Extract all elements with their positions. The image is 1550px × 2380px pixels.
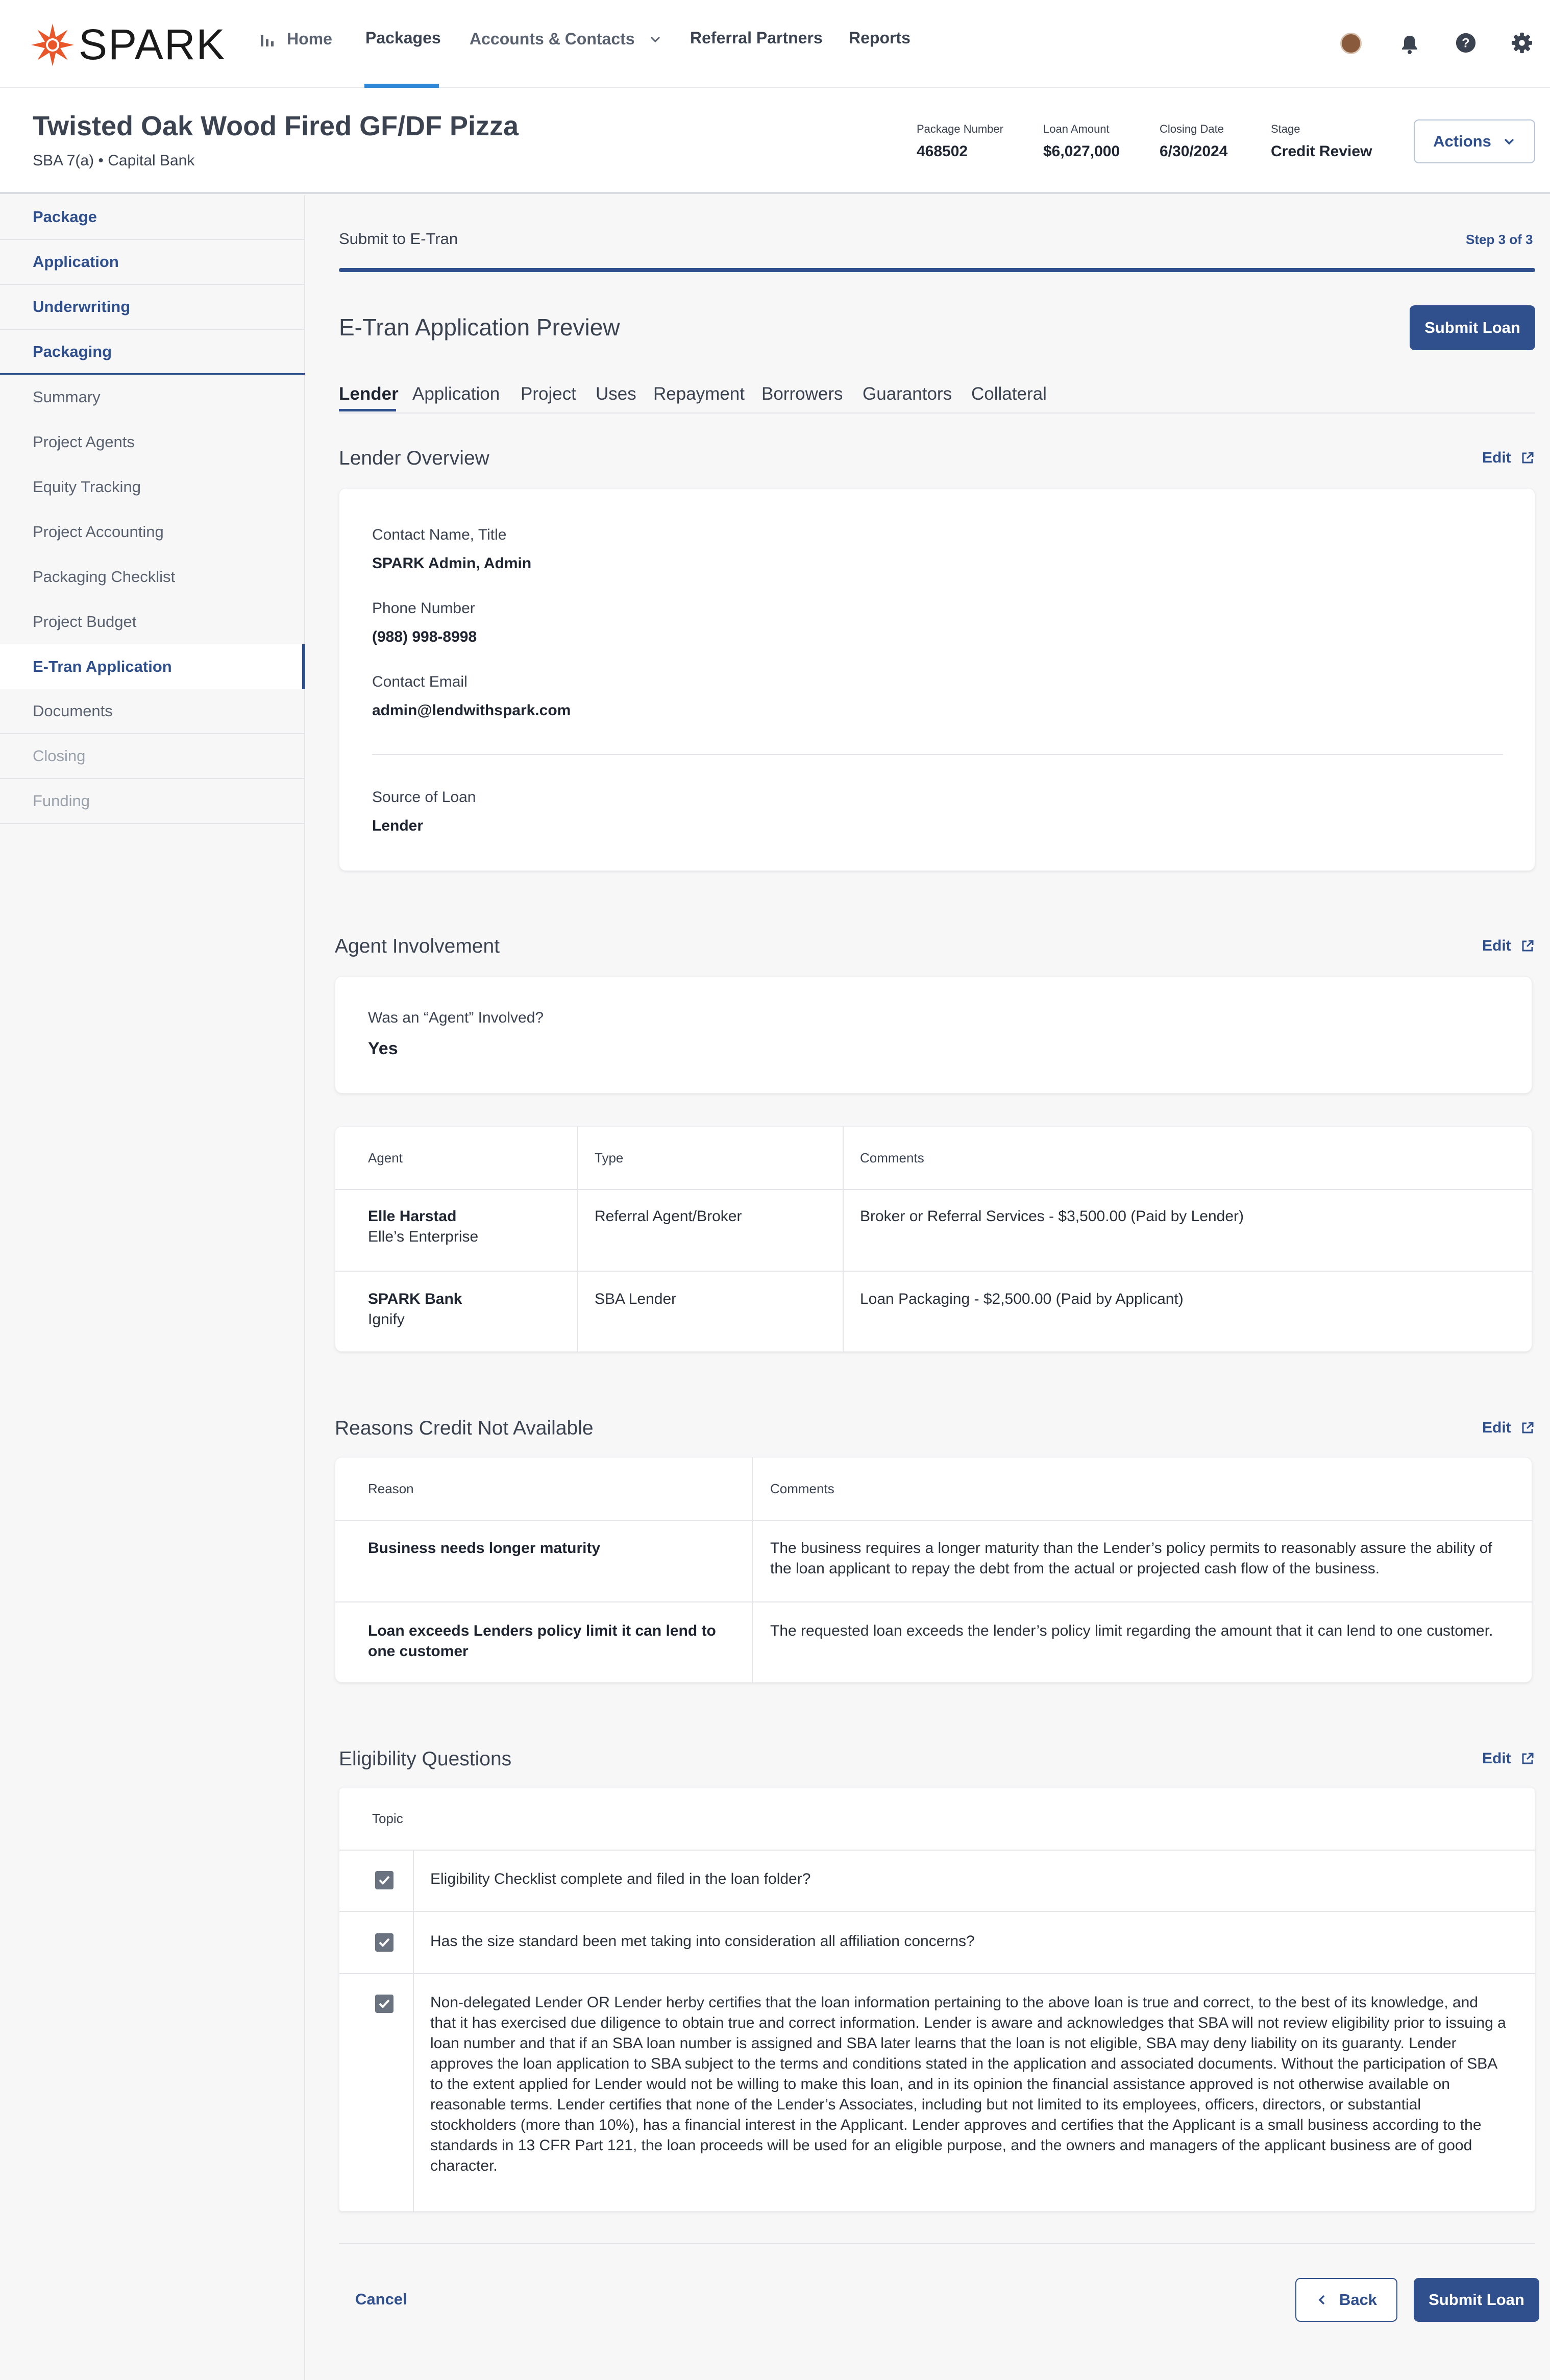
column-header: Comments	[770, 1481, 834, 1496]
agents-table	[335, 1126, 1532, 1352]
preview-title: E-Tran Application Preview	[339, 314, 620, 341]
loan-amount: $6,027,000	[1043, 143, 1120, 160]
meta-label: Loan Amount	[1043, 123, 1110, 135]
row-divider	[335, 1520, 1533, 1521]
sidebar-item-packaging-checklist[interactable]: Packaging Checklist	[33, 568, 176, 586]
meta-label: Closing Date	[1160, 123, 1224, 135]
nav-referral-partners[interactable]	[690, 29, 823, 47]
contact-email-value: admin@lendwithspark.com	[372, 702, 571, 719]
sidebar-item-etran-application[interactable]: E-Tran Application	[0, 644, 305, 689]
edit-label: Edit	[1482, 1419, 1511, 1436]
edit-agent-link[interactable]	[1482, 937, 1535, 955]
sidebar	[0, 195, 305, 2380]
agent-question: Was an “Agent” Involved?	[368, 1009, 544, 1026]
nav-packages-label: Packages	[365, 29, 441, 47]
agent-comments: Broker or Referral Services - $3,500.00 (Paid by Lender)	[860, 1208, 1244, 1225]
sidebar-item-closing[interactable]: Closing	[0, 734, 305, 779]
avatar[interactable]	[1340, 33, 1362, 54]
nav-home[interactable]	[259, 30, 332, 48]
nav-referral-label: Referral Partners	[690, 29, 823, 47]
field-label: Contact Name, Title	[372, 526, 507, 543]
package-header	[0, 88, 1550, 194]
nav-active-indicator	[364, 84, 439, 88]
row-divider	[339, 1850, 1536, 1851]
row-divider	[335, 1601, 1533, 1602]
stepper-progress-bar	[339, 268, 1535, 272]
section-title-lender-overview: Lender Overview	[339, 447, 489, 469]
tab-repayment[interactable]: Repayment	[653, 384, 745, 404]
nav-accounts-label: Accounts & Contacts	[470, 30, 635, 48]
phone-number-value: (988) 998-8998	[372, 628, 477, 645]
checkmark-icon	[377, 1997, 391, 2011]
column-header: Agent	[368, 1150, 403, 1165]
edit-reasons-link[interactable]	[1482, 1419, 1535, 1437]
svg-text:?: ?	[1462, 36, 1470, 51]
edit-label: Edit	[1482, 937, 1511, 954]
field-divider	[372, 754, 1503, 755]
gear-icon[interactable]	[1511, 32, 1533, 54]
tab-collateral[interactable]: Collateral	[971, 384, 1047, 404]
row-divider	[339, 1973, 1536, 1974]
tab-lender[interactable]: Lender	[339, 384, 399, 404]
help-icon[interactable]	[1455, 32, 1477, 54]
agent-name: Elle Harstad	[368, 1208, 457, 1225]
agent-involved-card	[335, 976, 1532, 1094]
stage: Credit Review	[1271, 143, 1372, 160]
eligibility-certification: Non-delegated Lender OR Lender herby certifies that the loan information pertaining to the above loan is true and correct, to the best of its knowledge, and that it has exercised due diligence to obtain true and correct information. Lender is aware and acknowledges that SBA will not review eligibility prior to issuing a loan number and that if an SBA loan number is assigned and SBA later learns that the loan is not eligible, SBA may deny liability on its guaranty. Lender approves the loan application to SBA subject to the terms and conditions stated in the application and associated documents. Without the participation of SBA to the extent applied for Lender would not be willing to make this loan, and in its opinion the financial assistance approved is not otherwise available on reasonable terms. Lender certifies that none of the Lender’s Associates, including but not limited to its employees, officers, directors, or substantial stockholders (more than 10%), has a financial interest in the Applicant. Lender approves and certifies that the Applicant is a small business according to the standards in 13 CFR Part 121, the loan proceeds will be used for an eligible purpose, and the owners and managers of the applicant business are of good character.	[430, 1994, 1506, 2174]
sidebar-item-application[interactable]: Application	[0, 240, 305, 285]
edit-label: Edit	[1482, 1750, 1511, 1767]
agent-company: Elle’s Enterprise	[368, 1228, 479, 1245]
agent-comments: Loan Packaging - $2,500.00 (Paid by Applicant)	[860, 1291, 1184, 1307]
eligibility-question: Has the size standard been met taking into consideration all affiliation concerns?	[430, 1933, 975, 1950]
actions-label: Actions	[1433, 132, 1491, 150]
eligibility-checkbox[interactable]	[375, 1995, 393, 2013]
nav-reports-label: Reports	[849, 29, 911, 47]
meta-label: Stage	[1271, 123, 1300, 135]
tab-active-indicator	[339, 409, 396, 411]
reason-text: Business needs longer maturity	[368, 1540, 601, 1557]
source-of-loan-value: Lender	[372, 817, 424, 834]
section-title-agent-involvement: Agent Involvement	[335, 935, 500, 957]
column-header: Type	[595, 1150, 624, 1165]
package-number: 468502	[917, 143, 968, 160]
reason-comments: The business requires a longer maturity than the Lender’s policy permits to reasonably assure the ability of the loan applicant to repay the debt from the actual or projected cash flow of the business.	[770, 1540, 1492, 1577]
chevron-left-icon	[1316, 2294, 1328, 2306]
reason-text: Loan exceeds Lenders policy limit it can lend to one customer	[368, 1622, 716, 1660]
agent-type: Referral Agent/Broker	[595, 1208, 742, 1225]
column-header: Topic	[372, 1811, 403, 1826]
tab-uses[interactable]: Uses	[596, 384, 636, 404]
external-link-icon	[1520, 451, 1535, 465]
section-title-reasons: Reasons Credit Not Available	[335, 1417, 594, 1439]
cancel-link[interactable]: Cancel	[355, 2290, 407, 2308]
submit-loan-button-top[interactable]: Submit Loan	[1410, 305, 1535, 350]
external-link-icon	[1520, 1752, 1535, 1766]
sidebar-item-project-budget[interactable]: Project Budget	[33, 613, 137, 630]
sidebar-item-documents[interactable]: Documents	[0, 689, 305, 734]
reason-comments: The requested loan exceeds the lender’s policy limit regarding the amount that it can lend to one customer.	[770, 1622, 1493, 1639]
column-divider	[577, 1127, 578, 1352]
checkmark-icon	[377, 1873, 391, 1887]
nav-accounts-contacts[interactable]	[470, 30, 662, 48]
eligibility-checkbox[interactable]	[375, 1933, 393, 1952]
tabs-divider	[339, 412, 1535, 414]
agent-company: Ignify	[368, 1311, 405, 1328]
chevron-down-icon	[648, 32, 662, 46]
meta-label: Package Number	[917, 123, 1003, 135]
eligibility-checkbox[interactable]	[375, 1871, 393, 1889]
section-title-eligibility: Eligibility Questions	[339, 1748, 512, 1770]
spark-star-icon	[31, 23, 75, 67]
reasons-table	[335, 1457, 1532, 1683]
contact-name-value: SPARK Admin, Admin	[372, 555, 532, 572]
tab-borrowers[interactable]: Borrowers	[761, 384, 843, 404]
back-label: Back	[1339, 2291, 1377, 2309]
checkmark-icon	[377, 1935, 391, 1950]
stepper-label: Submit to E-Tran	[339, 230, 458, 248]
field-label: Source of Loan	[372, 789, 476, 806]
sidebar-item-package[interactable]: Package	[0, 195, 305, 240]
chevron-down-icon	[1503, 135, 1516, 148]
edit-lender-link[interactable]	[1482, 449, 1535, 467]
footer-divider	[339, 2243, 1535, 2244]
agent-type: SBA Lender	[595, 1291, 677, 1307]
closing-date: 6/30/2024	[1160, 143, 1228, 160]
external-link-icon	[1520, 1421, 1535, 1435]
bar-chart-icon	[259, 31, 276, 47]
edit-label: Edit	[1482, 449, 1511, 466]
sidebar-item-underwriting[interactable]: Underwriting	[0, 285, 305, 330]
sidebar-item-equity-tracking[interactable]: Equity Tracking	[33, 478, 141, 496]
tab-guarantors[interactable]: Guarantors	[863, 384, 952, 404]
actions-button[interactable]	[1414, 119, 1535, 163]
submit-loan-button[interactable]: Submit Loan	[1414, 2278, 1539, 2322]
brand-name: SPARK	[79, 20, 226, 68]
row-divider	[339, 1911, 1536, 1912]
tab-application[interactable]: Application	[412, 384, 500, 404]
column-divider	[752, 1458, 753, 1683]
page-title: Twisted Oak Wood Fired GF/DF Pizza	[33, 111, 519, 141]
nav-reports[interactable]	[849, 29, 911, 47]
external-link-icon	[1520, 939, 1535, 953]
nav-packages[interactable]	[365, 29, 441, 47]
eligibility-table	[339, 1788, 1535, 2212]
tab-project[interactable]: Project	[521, 384, 576, 404]
column-header: Comments	[860, 1150, 924, 1165]
row-divider	[335, 1271, 1533, 1272]
lender-overview-card	[339, 488, 1535, 871]
back-button[interactable]	[1295, 2278, 1397, 2322]
column-header: Reason	[368, 1481, 414, 1496]
agent-answer: Yes	[368, 1039, 398, 1058]
spark-logo[interactable]	[31, 20, 226, 69]
top-navigation	[0, 0, 1550, 88]
nav-home-label: Home	[287, 30, 332, 48]
agent-name: SPARK Bank	[368, 1291, 462, 1307]
sidebar-item-summary[interactable]: Summary	[33, 388, 101, 406]
step-indicator: Step 3 of 3	[1466, 232, 1533, 247]
row-divider	[335, 1189, 1533, 1190]
sidebar-item-project-agents[interactable]: Project Agents	[33, 433, 135, 451]
eligibility-question: Eligibility Checklist complete and filed in the loan folder?	[430, 1871, 811, 1887]
sidebar-item-funding[interactable]: Funding	[0, 779, 305, 824]
column-divider	[843, 1127, 844, 1352]
field-label: Phone Number	[372, 600, 475, 617]
bell-icon[interactable]	[1398, 33, 1421, 55]
sidebar-item-packaging[interactable]: Packaging	[0, 330, 305, 375]
field-label: Contact Email	[372, 673, 468, 690]
column-divider	[413, 1851, 414, 2212]
page-subtitle: SBA 7(a) • Capital Bank	[33, 152, 195, 169]
edit-eligibility-link[interactable]	[1482, 1750, 1535, 1767]
sidebar-item-project-accounting[interactable]: Project Accounting	[33, 523, 164, 541]
